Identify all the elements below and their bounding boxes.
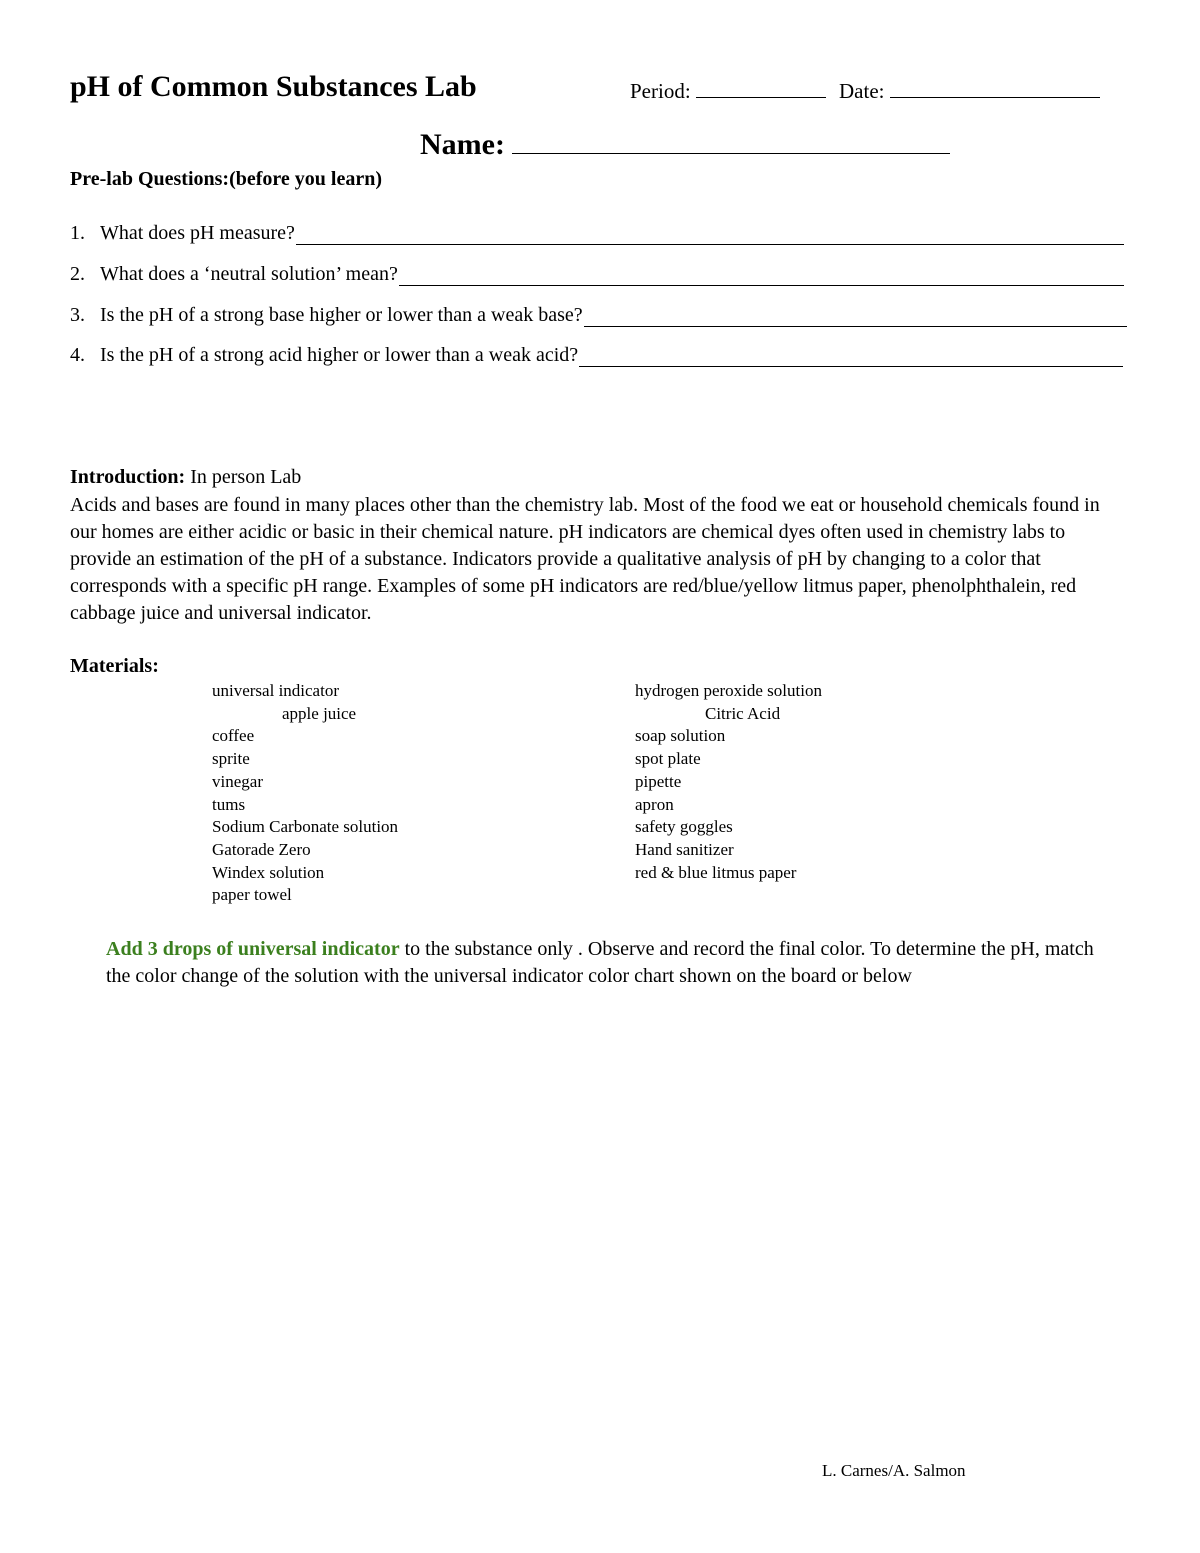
answer-line[interactable]: [584, 310, 1127, 327]
question-1: [70, 222, 1124, 245]
name-label: Name:: [420, 128, 505, 161]
list-item: Sodium Carbonate solution: [212, 817, 399, 837]
intro-subtitle: In person Lab: [185, 466, 302, 488]
question-text: Is the pH of a strong acid higher or lower than a weak acid?: [100, 344, 579, 366]
page-title: pH of Common Substances Lab: [70, 70, 477, 103]
answer-line[interactable]: [579, 350, 1123, 367]
list-item: apple juice: [282, 703, 357, 723]
intro-heading: [70, 466, 301, 489]
question-number: 4.: [70, 344, 85, 366]
list-item: paper towel: [212, 885, 292, 905]
question-4: [70, 344, 1123, 367]
period-blank[interactable]: [696, 79, 826, 98]
intro-label: Introduction:: [70, 466, 186, 488]
instructions-paragraph: [106, 936, 1116, 990]
question-text: What does pH measure?: [100, 222, 295, 244]
question-number: 1.: [70, 222, 85, 244]
period-label: Period:: [630, 79, 691, 103]
materials-list-right: [635, 680, 822, 884]
question-3: [70, 304, 1127, 327]
list-item: spot plate: [635, 749, 701, 769]
answer-line[interactable]: [296, 228, 1124, 245]
list-item: pipette: [635, 771, 682, 791]
list-item: soap solution: [635, 726, 726, 746]
list-item: Windex solution: [212, 862, 325, 882]
list-item: Gatorade Zero: [212, 839, 311, 859]
question-text: What does a ‘neutral solution’ mean?: [100, 263, 398, 285]
answer-line[interactable]: [399, 269, 1124, 286]
instructions-text: to the substance only . Observe and record the final color. To determine the pH, match the color change of the solution with the universal indicator color chart shown on the board or below: [106, 938, 1094, 987]
date-label: Date:: [839, 79, 885, 103]
list-item: coffee: [212, 726, 255, 746]
question-text: Is the pH of a strong base higher or lower than a weak base?: [100, 304, 583, 326]
list-item: hydrogen peroxide solution: [635, 681, 822, 700]
list-item: universal indicator: [212, 681, 339, 700]
list-item: sprite: [212, 749, 250, 769]
instructions-highlight: Add 3 drops of universal indicator: [106, 938, 400, 960]
question-2: [70, 263, 1124, 286]
question-number: 3.: [70, 304, 85, 326]
date-field: [839, 79, 1100, 104]
materials-heading: Materials:: [70, 655, 159, 677]
list-item: Hand sanitizer: [635, 839, 734, 859]
list-item: vinegar: [212, 771, 263, 791]
name-field: [420, 128, 950, 162]
question-number: 2.: [70, 263, 85, 285]
list-item: tums: [212, 794, 246, 814]
list-item: red & blue litmus paper: [635, 862, 797, 882]
author-credit: L. Carnes/A. Salmon: [822, 1461, 966, 1480]
list-item: Citric Acid: [705, 703, 781, 723]
list-item: apron: [635, 794, 674, 814]
date-blank[interactable]: [890, 79, 1100, 98]
name-blank[interactable]: [512, 131, 950, 154]
materials-list-left: [212, 680, 398, 907]
prelab-heading: Pre-lab Questions:(before you learn): [70, 168, 383, 190]
list-item: safety goggles: [635, 817, 733, 837]
intro-paragraph: Acids and bases are found in many places other than the chemistry lab. Most of the food we eat or household chemicals found in our homes are either acidic or basic in their chemical nature. pH indicators are chemical dyes often used in chemistry labs to provide an estimation of the pH of a substance. Indicators provide a qualitative analysis of pH by changing to a color that corresponds with a specific pH range. Examples of some pH indicators are red/blue/yellow litmus paper, phenolphthalein, red cabbage juice and universal indicator.: [70, 494, 1100, 624]
period-field: [630, 79, 826, 104]
